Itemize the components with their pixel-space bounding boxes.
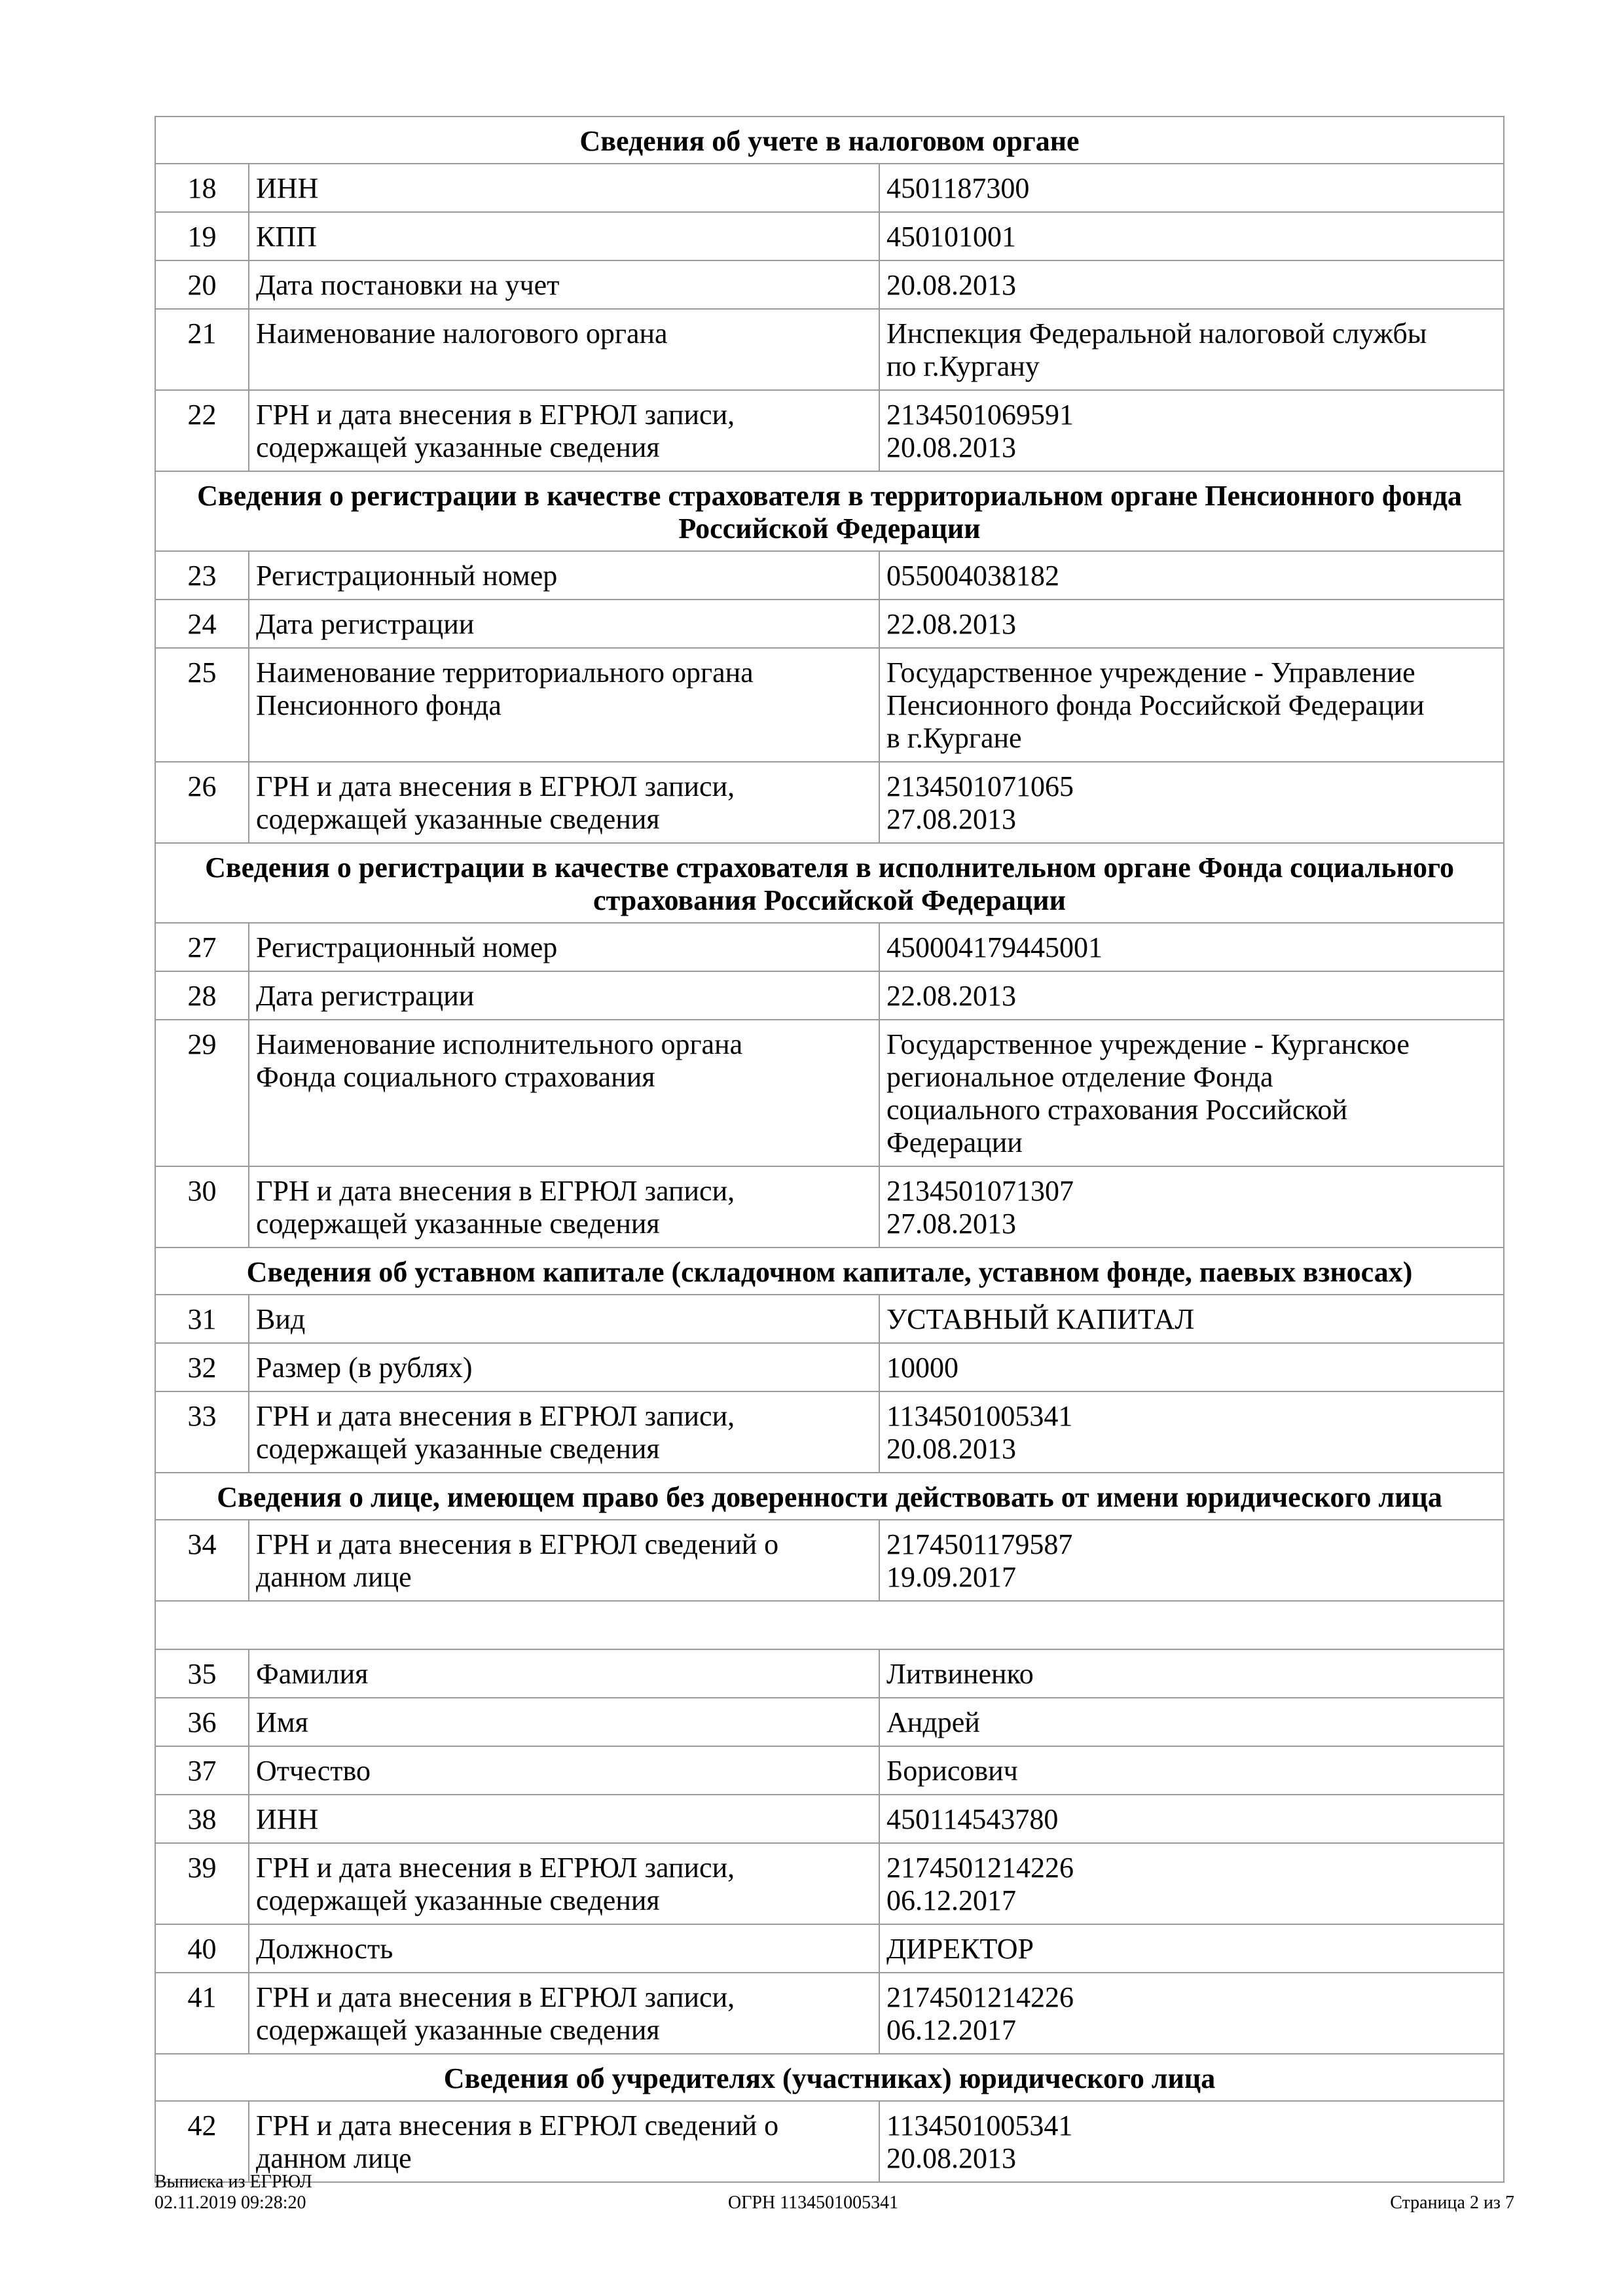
field-label (249, 1746, 879, 1795)
table-row (155, 1295, 1504, 1343)
section-title: Сведения об уставном капитале (складочном капитале, уставном фонде, паевых взносах) (155, 1247, 1504, 1295)
field-label-line: ГРН и дата внесения в ЕГРЮЛ записи, (256, 1400, 735, 1432)
field-value-line: 2174501179587 (886, 1528, 1073, 1560)
field-value-line: региональное отделение Фонда (886, 1061, 1273, 1093)
field-value (879, 1020, 1504, 1166)
footer-ogrn: ОГРН 1134501005341 (728, 2193, 899, 2213)
table-row (155, 309, 1504, 390)
field-label (249, 923, 879, 971)
table-row (155, 600, 1504, 648)
section-header-row (155, 2054, 1504, 2101)
section-header-row (155, 1473, 1504, 1520)
field-label-line: Фонда социального страхования (256, 1061, 655, 1093)
field-label-line: Размер (в рублях) (256, 1352, 473, 1384)
footer-page-number: Страница 2 из 7 (1390, 2193, 1514, 2213)
table-row (155, 164, 1504, 212)
field-value-line: 10000 (886, 1352, 958, 1384)
table-row (155, 1391, 1504, 1473)
field-label (249, 1973, 879, 2054)
row-number: 29 (155, 1020, 249, 1166)
field-label-line: ГРН и дата внесения в ЕГРЮЛ записи, (256, 1981, 735, 2013)
field-value (879, 1295, 1504, 1343)
field-value-line: 06.12.2017 (886, 1884, 1016, 1916)
field-value-line: 2174501214226 (886, 1981, 1074, 2013)
field-value-line: 1134501005341 (886, 2109, 1073, 2142)
field-value (879, 1795, 1504, 1843)
section-header-row (155, 1247, 1504, 1295)
row-number: 38 (155, 1795, 249, 1843)
field-value-line: Борисович (886, 1755, 1018, 1787)
field-label (249, 390, 879, 471)
table-row (155, 1698, 1504, 1746)
field-label (249, 762, 879, 843)
field-label-line: Регистрационный номер (256, 560, 558, 592)
field-value (879, 1166, 1504, 1247)
field-label-line: Регистрационный номер (256, 931, 558, 963)
field-label-line: Пенсионного фонда (256, 689, 501, 721)
row-number: 27 (155, 923, 249, 971)
table-row (155, 1166, 1504, 1247)
section-title: Сведения об учете в налоговом органе (155, 117, 1504, 164)
section-title: Сведения о лице, имеющем право без доверенности действовать от имени юридического лица (155, 1473, 1504, 1520)
field-value-line: социального страхования Российской (886, 1094, 1348, 1126)
field-value (879, 1343, 1504, 1391)
field-value (879, 1520, 1504, 1601)
field-label-line: Наименование налогового органа (256, 317, 668, 350)
field-label-line: Фамилия (256, 1658, 369, 1690)
row-number: 22 (155, 390, 249, 471)
row-number: 23 (155, 551, 249, 600)
row-number: 30 (155, 1166, 249, 1247)
row-number: 24 (155, 600, 249, 648)
field-value (879, 1698, 1504, 1746)
field-label (249, 648, 879, 762)
field-label (249, 971, 879, 1020)
field-value (879, 1746, 1504, 1795)
field-value (879, 971, 1504, 1020)
field-value-line: в г.Кургане (886, 722, 1022, 754)
field-label (249, 1649, 879, 1698)
field-value-line: 22.08.2013 (886, 608, 1016, 640)
row-number: 20 (155, 260, 249, 309)
field-value (879, 1843, 1504, 1924)
table-row (155, 762, 1504, 843)
field-value-line: 27.08.2013 (886, 803, 1016, 835)
field-label-line: ГРН и дата внесения в ЕГРЮЛ записи, (256, 1175, 735, 1207)
field-value-line: 2134501071065 (886, 770, 1074, 802)
field-label (249, 600, 879, 648)
egrul-table-body (155, 117, 1504, 2182)
row-number: 37 (155, 1746, 249, 1795)
row-number: 32 (155, 1343, 249, 1391)
section-title: Сведения о регистрации в качестве страхователя в исполнительном органе Фонда социального страхования Российской Федерации (155, 843, 1504, 923)
field-value-line: Андрей (886, 1706, 980, 1738)
field-value-line: 20.08.2013 (886, 431, 1016, 463)
field-value (879, 648, 1504, 762)
row-number: 34 (155, 1520, 249, 1601)
field-value-line: Федерации (886, 1126, 1023, 1158)
field-value (879, 164, 1504, 212)
field-label-line: ГРН и дата внесения в ЕГРЮЛ сведений о (256, 1528, 779, 1560)
field-value (879, 1924, 1504, 1973)
row-number: 18 (155, 164, 249, 212)
field-label-line: ГРН и дата внесения в ЕГРЮЛ записи, (256, 399, 735, 431)
field-value-line: 19.09.2017 (886, 1561, 1016, 1593)
blank-row (155, 1601, 1504, 1649)
section-title: Сведения об учредителях (участниках) юридического лица (155, 2054, 1504, 2101)
field-label-line: Дата регистрации (256, 608, 475, 640)
field-label-line: данном лице (256, 2142, 412, 2174)
field-value-line: Государственное учреждение - Управление (886, 656, 1415, 689)
row-number: 40 (155, 1924, 249, 1973)
section-header-row (155, 117, 1504, 164)
field-label (249, 1795, 879, 1843)
field-label (249, 1520, 879, 1601)
field-value-line: 2174501214226 (886, 1852, 1074, 1884)
table-row (155, 1843, 1504, 1924)
field-value-line: 450004179445001 (886, 931, 1103, 963)
table-row (155, 1746, 1504, 1795)
field-value-line: 20.08.2013 (886, 1433, 1016, 1465)
field-value-line: 06.12.2017 (886, 2014, 1016, 2046)
table-row (155, 1520, 1504, 1601)
table-row (155, 390, 1504, 471)
field-value-line: УСТАВНЫЙ КАПИТАЛ (886, 1303, 1195, 1335)
field-label-line: ИНН (256, 1803, 319, 1835)
field-value (879, 212, 1504, 260)
field-value-line: 2134501071307 (886, 1175, 1074, 1207)
footer-document-info (155, 2172, 312, 2214)
field-value (879, 390, 1504, 471)
table-row (155, 551, 1504, 600)
field-label (249, 1166, 879, 1247)
field-value-line: Пенсионного фонда Российской Федерации (886, 689, 1425, 721)
row-number: 28 (155, 971, 249, 1020)
field-value-line: 4501187300 (886, 172, 1030, 204)
field-label-line: Наименование исполнительного органа (256, 1028, 743, 1060)
field-label (249, 1020, 879, 1166)
field-label-line: содержащей указанные сведения (256, 431, 660, 463)
field-value (879, 1391, 1504, 1473)
table-row (155, 212, 1504, 260)
field-value (879, 1973, 1504, 2054)
section-header-row (155, 471, 1504, 551)
field-label-line: содержащей указанные сведения (256, 2014, 660, 2046)
field-label (249, 551, 879, 600)
field-value-line: 055004038182 (886, 560, 1059, 592)
field-value (879, 762, 1504, 843)
field-label-line: ГРН и дата внесения в ЕГРЮЛ записи, (256, 770, 735, 802)
field-label-line: ИНН (256, 172, 319, 204)
table-row (155, 2101, 1504, 2182)
egrul-table (155, 116, 1504, 2183)
field-label (249, 1343, 879, 1391)
field-label-line: данном лице (256, 1561, 412, 1593)
footer-datetime: 02.11.2019 09:28:20 (155, 2193, 306, 2213)
field-value-line: по г.Кургану (886, 350, 1040, 382)
field-label-line: Дата постановки на учет (256, 269, 560, 301)
field-value-line: 1134501005341 (886, 1400, 1073, 1432)
field-label-line: КПП (256, 221, 317, 253)
row-number: 25 (155, 648, 249, 762)
field-value (879, 260, 1504, 309)
table-row (155, 923, 1504, 971)
row-number: 36 (155, 1698, 249, 1746)
field-label-line: Наименование территориального органа (256, 656, 754, 689)
field-label-line: содержащей указанные сведения (256, 1433, 660, 1465)
table-row (155, 1795, 1504, 1843)
field-value (879, 2101, 1504, 2182)
field-label-line: Имя (256, 1706, 308, 1738)
field-value (879, 551, 1504, 600)
section-title: Сведения о регистрации в качестве страхователя в территориальном органе Пенсионного фонда Российской Федерации (155, 471, 1504, 551)
field-label-line: содержащей указанные сведения (256, 1884, 660, 1916)
field-label (249, 2101, 879, 2182)
field-label (249, 1295, 879, 1343)
field-value-line: ДИРЕКТОР (886, 1933, 1034, 1965)
field-label-line: ГРН и дата внесения в ЕГРЮЛ записи, (256, 1852, 735, 1884)
field-value-line: 27.08.2013 (886, 1208, 1016, 1240)
field-label (249, 1391, 879, 1473)
field-value-line: 450101001 (886, 221, 1016, 253)
table-row (155, 1020, 1504, 1166)
row-number: 35 (155, 1649, 249, 1698)
field-label (249, 1843, 879, 1924)
field-label (249, 1698, 879, 1746)
field-value-line: Государственное учреждение - Курганское (886, 1028, 1410, 1060)
row-number: 26 (155, 762, 249, 843)
table-row (155, 1924, 1504, 1973)
table-row (155, 648, 1504, 762)
blank-cell (155, 1601, 1504, 1649)
table-row (155, 1973, 1504, 2054)
table-row (155, 971, 1504, 1020)
field-value (879, 1649, 1504, 1698)
field-label (249, 1924, 879, 1973)
field-label-line: Дата регистрации (256, 980, 475, 1012)
egrul-extract-page (155, 116, 1503, 2183)
field-label (249, 260, 879, 309)
field-value-line: Литвиненко (886, 1658, 1034, 1690)
table-row (155, 1343, 1504, 1391)
row-number: 41 (155, 1973, 249, 2054)
row-number: 39 (155, 1843, 249, 1924)
field-label-line: содержащей указанные сведения (256, 803, 660, 835)
footer-doc-title: Выписка из ЕГРЮЛ (155, 2172, 312, 2192)
row-number: 19 (155, 212, 249, 260)
section-header-row (155, 843, 1504, 923)
field-label-line: содержащей указанные сведения (256, 1208, 660, 1240)
field-label-line: Вид (256, 1303, 306, 1335)
row-number: 42 (155, 2101, 249, 2182)
table-row (155, 1649, 1504, 1698)
field-value-line: 450114543780 (886, 1803, 1059, 1835)
field-label (249, 212, 879, 260)
field-label (249, 309, 879, 390)
field-label-line: ГРН и дата внесения в ЕГРЮЛ сведений о (256, 2109, 779, 2142)
row-number: 21 (155, 309, 249, 390)
field-value-line: 20.08.2013 (886, 2142, 1016, 2174)
field-value-line: 22.08.2013 (886, 980, 1016, 1012)
row-number: 33 (155, 1391, 249, 1473)
field-value (879, 309, 1504, 390)
field-label (249, 164, 879, 212)
field-value-line: 2134501069591 (886, 399, 1074, 431)
row-number: 31 (155, 1295, 249, 1343)
field-label-line: Должность (256, 1933, 393, 1965)
table-row (155, 260, 1504, 309)
field-value (879, 600, 1504, 648)
field-label-line: Отчество (256, 1755, 371, 1787)
field-value-line: Инспекция Федеральной налоговой службы (886, 317, 1427, 350)
field-value (879, 923, 1504, 971)
field-value-line: 20.08.2013 (886, 269, 1016, 301)
